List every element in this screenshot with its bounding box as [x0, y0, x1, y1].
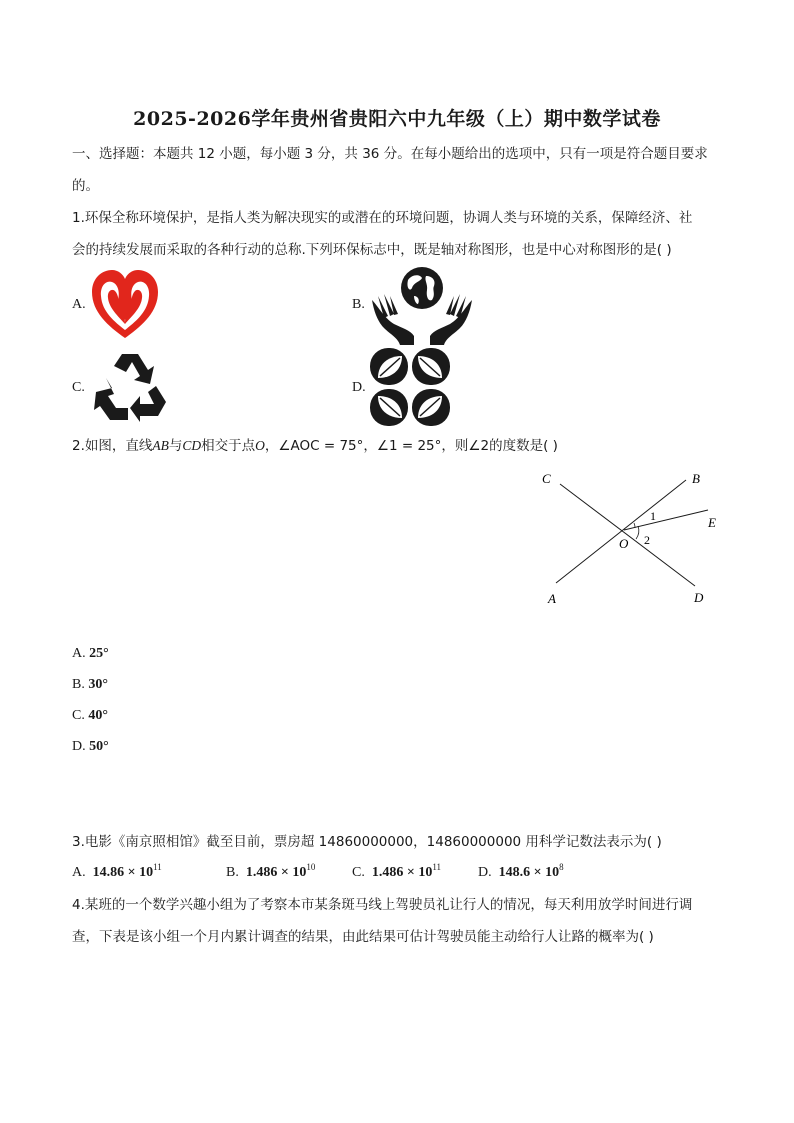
q1-option-b-label: B.: [352, 297, 365, 312]
q2-answer-b: B. 30°: [72, 677, 108, 692]
q3-option-b: B. $1.486 \times 10^{10}$: [226, 862, 316, 880]
label-b: B: [692, 471, 700, 486]
question-4-line2: 查，下表是该小组一个月内累计调查的结果，由此结果可估计驾驶员能主动给行人让路的概率为( ): [72, 929, 654, 945]
question-2-text: 2.如图，直线AB与CD相交于点O，∠AOC = 75°，∠1 = 25°，则∠2的度数是( ): [72, 438, 558, 454]
section-instructions-line2: 的。: [72, 178, 99, 194]
q1-option-a-label: A.: [72, 297, 86, 312]
q2-answer-d: D. 50°: [72, 739, 109, 754]
section-instructions-line1: 一、选择题：本题共 12 小题，每小题 3 分，共 36 分。在每小题给出的选项中，只有一项是符合题目要求: [72, 146, 708, 162]
question-3-text: 3.电影《南京照相馆》截至目前，票房超 14860000000，14860000000 用科学记数法表示为( ): [72, 834, 662, 850]
globe-hands-icon: [370, 266, 474, 346]
q2-answer-c: C. 40°: [72, 708, 108, 723]
q3-option-d: D. $148.6 \times 10^8$: [478, 862, 564, 880]
angle-1-label: 1: [650, 509, 656, 523]
label-c: C: [542, 471, 551, 486]
leaf-quad-icon: [368, 346, 452, 428]
question-1-line2: 会的持续发展而采取的各种行动的总称.下列环保标志中，既是轴对称图形，也是中心对称图形的是( ): [72, 242, 672, 258]
question-1-line1: 1.环保全称环境保护，是指人类为解决现实的或潜在的环境问题，协调人类与环境的关系，保障经济、社: [72, 210, 693, 226]
q1-option-c-label: C.: [72, 380, 85, 395]
q1-option-d-label: D.: [352, 380, 366, 395]
angle-2-label: 2: [644, 533, 650, 547]
label-a: A: [548, 591, 556, 606]
heart-hands-icon: [88, 268, 162, 340]
q2-figure: [530, 464, 730, 614]
page-title: 2025-2026学年贵州省贵阳六中九年级（上）期中数学试卷: [133, 108, 661, 130]
label-e: E: [708, 515, 716, 530]
q3-option-c: C. $1.486 \times 10^{11}$: [352, 862, 441, 880]
question-4-line1: 4.某班的一个数学兴趣小组为了考察本市某条斑马线上驾驶员礼让行人的情况，每天利用放学时间进行调: [72, 897, 693, 913]
label-o: O: [619, 536, 629, 551]
label-d: D: [694, 590, 704, 605]
recycle-icon: [92, 350, 170, 424]
q2-answer-a: A. 25°: [72, 646, 109, 661]
q3-option-a: A. $14.86 \times 10^{11}$: [72, 862, 162, 880]
